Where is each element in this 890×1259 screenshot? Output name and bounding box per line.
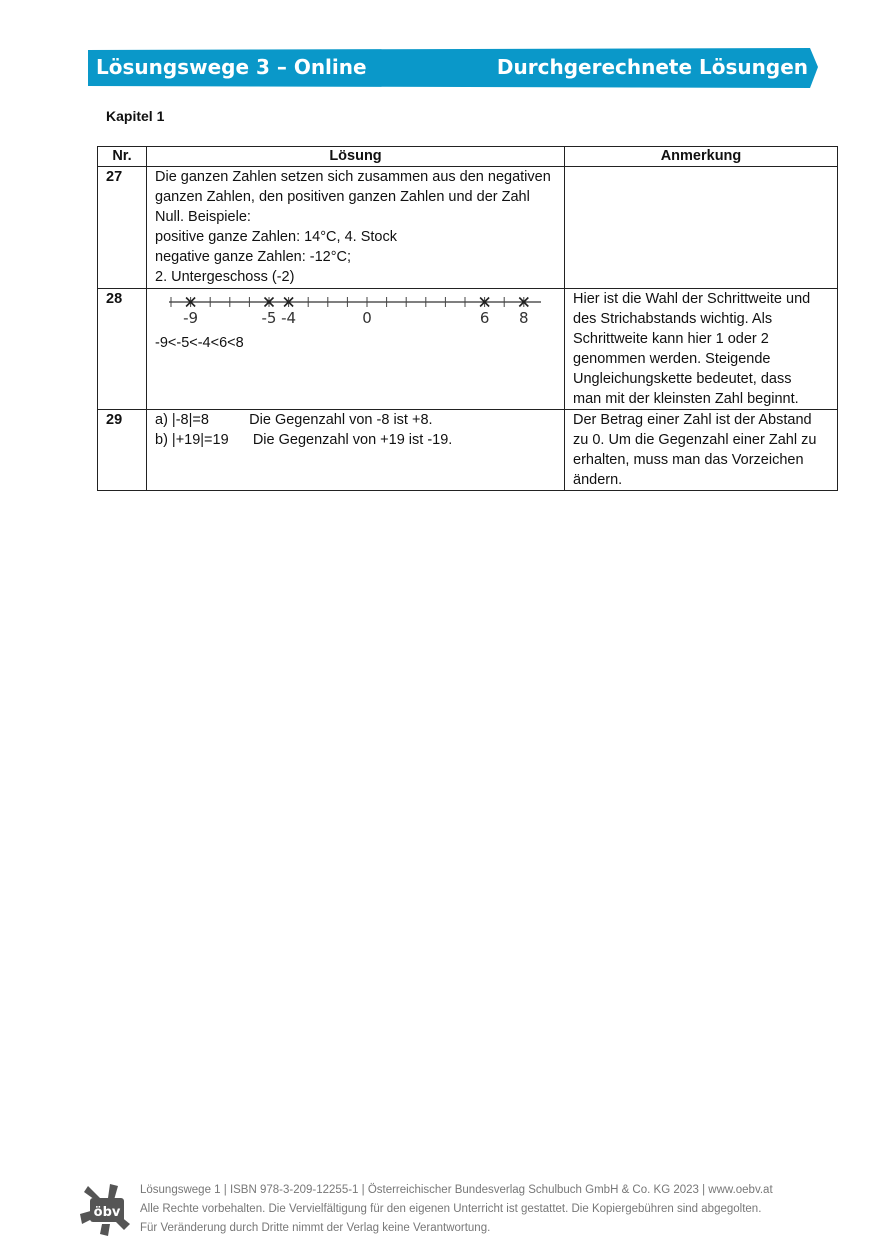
tick-label: 0: [362, 309, 372, 327]
note-line: Schrittweite kann hier 1 oder 2: [573, 331, 769, 347]
tick-label: 6: [479, 309, 490, 327]
solution-line: ganzen Zahlen, den positiven ganzen Zahlen und der Zahl: [155, 189, 530, 205]
chapter-heading: Kapitel 1: [106, 108, 165, 124]
note-cell: [565, 167, 838, 289]
table-row: [98, 289, 838, 410]
note-line: Ungleichungskette bedeutet, dass: [573, 371, 792, 387]
footer-line: Alle Rechte vorbehalten. Die Vervielfältigung für den eigenen Unterricht ist gestattet. Die Kopiergebühren sind abgegolten.: [140, 1203, 762, 1215]
solution-line: Null. Beispiele:: [155, 209, 251, 225]
solution-line: negative ganze Zahlen: -12°C;: [155, 249, 352, 265]
note-line: erhalten, muss man das Vorzeichen: [573, 452, 804, 468]
inequality-chain: -9<-5<-4<6<8: [155, 335, 244, 351]
table-row: [98, 410, 838, 491]
note-line: ändern.: [573, 472, 623, 488]
tick-label: -4: [281, 309, 297, 327]
number-line: [161, 289, 541, 333]
note-cell: [565, 410, 838, 491]
solution-line: b) |+19|=19 Die Gegenzahl von +19 ist -19.: [155, 432, 453, 448]
note-line: Hier ist die Wahl der Schrittweite und: [573, 291, 811, 307]
header-title-left: Lösungswege 3 – Online: [96, 55, 367, 79]
column-header-note: Anmerkung: [565, 147, 838, 167]
column-header-nr: Nr.: [98, 147, 147, 167]
solutions-table: [97, 146, 838, 491]
note-line: des Strichabstands wichtig. Als: [573, 311, 773, 327]
solution-cell: [147, 289, 565, 410]
tick-label: 8: [519, 309, 529, 327]
tick-label: -9: [183, 309, 199, 327]
note-line: zu 0. Um die Gegenzahl einer Zahl zu: [573, 432, 817, 448]
table-header-row: [98, 147, 838, 167]
oebv-logo: [80, 1180, 132, 1236]
header-title-right: Durchgerechnete Lösungen: [496, 55, 808, 79]
header-banner: [88, 48, 818, 88]
footer-line: Für Veränderung durch Dritte nimmt der Verlag keine Verantwortung.: [140, 1222, 491, 1234]
row-number: 27: [98, 167, 147, 289]
solution-cell: [147, 410, 565, 491]
solution-line: a) |-8|=8 Die Gegenzahl von -8 ist +8.: [155, 412, 433, 428]
footer: [140, 1181, 773, 1238]
solution-line: 2. Untergeschoss (-2): [155, 269, 295, 285]
note-line: man mit der kleinsten Zahl beginnt.: [573, 391, 799, 407]
column-header-solution: Lösung: [147, 147, 565, 167]
logo-text: öbv: [93, 1205, 121, 1220]
note-line: Der Betrag einer Zahl ist der Abstand: [573, 412, 812, 428]
table-row: [98, 167, 838, 289]
note-line: genommen werden. Steigende: [573, 351, 771, 367]
row-number: 29: [98, 410, 147, 491]
solution-line: Die ganzen Zahlen setzen sich zusammen aus den negativen: [155, 169, 551, 185]
row-number: 28: [98, 289, 147, 410]
solution-line: positive ganze Zahlen: 14°C, 4. Stock: [155, 229, 397, 245]
solution-cell: [147, 167, 565, 289]
note-cell: [565, 289, 838, 410]
tick-label: -5: [261, 309, 277, 327]
footer-line: Lösungswege 1 | ISBN 978-3-209-12255-1 | Österreichischer Bundesverlag Schulbuch GmbH & Co. KG 2023 | www.oebv.at: [140, 1184, 773, 1196]
